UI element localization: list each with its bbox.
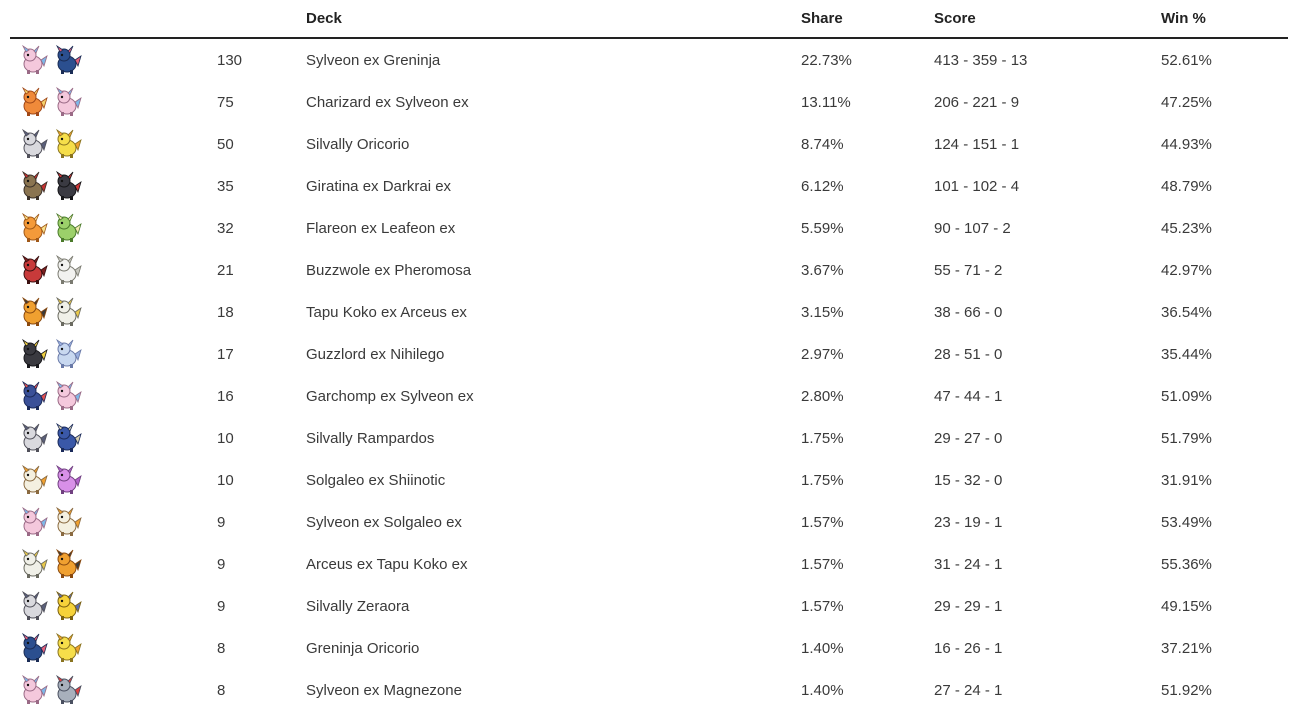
table-row[interactable] [10, 81, 1288, 123]
rampardos-icon [51, 422, 83, 454]
magnezone-icon [51, 674, 83, 706]
deck-win-rate: 48.79% [1161, 177, 1212, 195]
table-row[interactable] [10, 501, 1288, 543]
header-score[interactable]: Score [934, 0, 1161, 38]
arceus-icon [17, 548, 49, 580]
deck-share: 1.57% [801, 597, 844, 615]
deck-score: 206 - 221 - 9 [934, 93, 1020, 111]
deck-icons-cell [10, 333, 217, 375]
deck-icons-cell [10, 207, 217, 249]
deck-name[interactable]: Garchomp ex Sylveon ex [306, 387, 474, 405]
deck-count: 16 [217, 387, 234, 405]
deck-score: 55 - 71 - 2 [934, 261, 1003, 279]
deck-icons [10, 170, 217, 202]
deck-win-rate: 47.25% [1161, 93, 1212, 111]
leafeon-icon [51, 212, 83, 244]
deck-icons [10, 212, 217, 244]
deck-count: 10 [217, 429, 234, 447]
table-row[interactable] [10, 585, 1288, 627]
giratina-icon [17, 170, 49, 202]
deck-share: 1.75% [801, 471, 844, 489]
table-row[interactable] [10, 375, 1288, 417]
deck-win-rate: 51.09% [1161, 387, 1212, 405]
deck-score: 38 - 66 - 0 [934, 303, 1003, 321]
deck-name[interactable]: Silvally Rampardos [306, 429, 435, 447]
table-row[interactable] [10, 543, 1288, 585]
deck-share: 1.40% [801, 639, 844, 657]
deck-icons [10, 464, 217, 496]
deck-name[interactable]: Silvally Zeraora [306, 597, 410, 615]
silvally-icon [17, 422, 49, 454]
darkrai-icon [51, 170, 83, 202]
table-body [10, 38, 1288, 711]
deck-stats-table-container [10, 0, 1288, 711]
deck-share: 3.15% [801, 303, 844, 321]
deck-count: 35 [217, 177, 234, 195]
deck-icons [10, 296, 217, 328]
deck-icons-cell [10, 81, 217, 123]
deck-count: 32 [217, 219, 234, 237]
deck-name[interactable]: Guzzlord ex Nihilego [306, 345, 445, 363]
deck-score: 413 - 359 - 13 [934, 51, 1028, 69]
deck-name[interactable]: Giratina ex Darkrai ex [306, 177, 452, 195]
deck-win-rate: 45.23% [1161, 219, 1212, 237]
header-win[interactable]: Win % [1161, 0, 1288, 38]
deck-score: 16 - 26 - 1 [934, 639, 1003, 657]
greninja-icon [17, 632, 49, 664]
table-row[interactable] [10, 627, 1288, 669]
garchomp-icon [17, 380, 49, 412]
deck-icons [10, 254, 217, 286]
deck-win-rate: 36.54% [1161, 303, 1212, 321]
tapu-koko-icon [51, 548, 83, 580]
solgaleo-icon [51, 506, 83, 538]
deck-win-rate: 37.21% [1161, 639, 1212, 657]
deck-score: 31 - 24 - 1 [934, 555, 1003, 573]
deck-icons-cell [10, 417, 217, 459]
zeraora-icon [51, 590, 83, 622]
table-row[interactable] [10, 669, 1288, 711]
table-row[interactable] [10, 207, 1288, 249]
deck-score: 29 - 27 - 0 [934, 429, 1003, 447]
sylveon-icon [17, 506, 49, 538]
deck-icons-cell [10, 627, 217, 669]
pheromosa-icon [51, 254, 83, 286]
oricorio-icon [51, 128, 83, 160]
oricorio-icon [51, 632, 83, 664]
deck-icons [10, 674, 217, 706]
deck-score: 28 - 51 - 0 [934, 345, 1003, 363]
deck-score: 27 - 24 - 1 [934, 681, 1003, 699]
deck-win-rate: 55.36% [1161, 555, 1212, 573]
greninja-icon [51, 44, 83, 76]
deck-share: 6.12% [801, 177, 844, 195]
deck-count: 9 [217, 597, 226, 615]
deck-icons-cell [10, 669, 217, 711]
deck-icons-cell [10, 543, 217, 585]
sylveon-icon [51, 380, 83, 412]
deck-icons-cell [10, 459, 217, 501]
arceus-icon [51, 296, 83, 328]
header-deck[interactable]: Deck [306, 0, 801, 38]
deck-name[interactable]: Tapu Koko ex Arceus ex [306, 303, 467, 321]
deck-score: 90 - 107 - 2 [934, 219, 1011, 237]
sylveon-icon [17, 44, 49, 76]
silvally-icon [17, 128, 49, 160]
deck-icons [10, 548, 217, 580]
deck-win-rate: 51.79% [1161, 429, 1212, 447]
table-row[interactable] [10, 123, 1288, 165]
deck-name[interactable]: Flareon ex Leafeon ex [306, 219, 456, 237]
deck-share: 2.97% [801, 345, 844, 363]
deck-win-rate: 52.61% [1161, 51, 1212, 69]
table-row[interactable] [10, 459, 1288, 501]
deck-win-rate: 53.49% [1161, 513, 1212, 531]
deck-count: 18 [217, 303, 234, 321]
header-icons [10, 0, 217, 38]
guzzlord-icon [17, 338, 49, 370]
deck-icons [10, 86, 217, 118]
deck-icons-cell [10, 375, 217, 417]
deck-icons-cell [10, 585, 217, 627]
deck-icons [10, 590, 217, 622]
deck-share: 1.40% [801, 681, 844, 699]
deck-icons [10, 506, 217, 538]
header-count [217, 0, 306, 38]
table-row[interactable] [10, 38, 1288, 81]
deck-icons-cell [10, 123, 217, 165]
table-row[interactable] [10, 291, 1288, 333]
deck-name[interactable]: Buzzwole ex Pheromosa [306, 261, 472, 279]
deck-count: 21 [217, 261, 234, 279]
deck-count: 17 [217, 345, 234, 363]
deck-icons [10, 44, 217, 76]
deck-score: 101 - 102 - 4 [934, 177, 1020, 195]
deck-share: 2.80% [801, 387, 844, 405]
deck-name[interactable]: Solgaleo ex Shiinotic [306, 471, 446, 489]
deck-icons [10, 338, 217, 370]
deck-name[interactable]: Arceus ex Tapu Koko ex [306, 555, 468, 573]
sylveon-icon [51, 86, 83, 118]
deck-share: 8.74% [801, 135, 844, 153]
deck-win-rate: 42.97% [1161, 261, 1212, 279]
nihilego-icon [51, 338, 83, 370]
deck-count: 9 [217, 513, 226, 531]
deck-share: 5.59% [801, 219, 844, 237]
deck-name[interactable]: Sylveon ex Magnezone [306, 681, 462, 699]
deck-name[interactable]: Greninja Oricorio [306, 639, 420, 657]
deck-share: 13.11% [801, 93, 851, 111]
deck-icons-cell [10, 249, 217, 291]
deck-count: 8 [217, 639, 226, 657]
deck-win-rate: 51.92% [1161, 681, 1212, 699]
shiinotic-icon [51, 464, 83, 496]
deck-win-rate: 31.91% [1161, 471, 1212, 489]
deck-count: 50 [217, 135, 234, 153]
tapu-koko-icon [17, 296, 49, 328]
deck-icons [10, 632, 217, 664]
deck-count: 130 [217, 51, 243, 69]
deck-share: 1.57% [801, 555, 844, 573]
table-row[interactable] [10, 165, 1288, 207]
deck-stats-table [10, 0, 1288, 711]
deck-win-rate: 49.15% [1161, 597, 1212, 615]
charizard-icon [17, 86, 49, 118]
silvally-icon [17, 590, 49, 622]
deck-score: 29 - 29 - 1 [934, 597, 1003, 615]
flareon-icon [17, 212, 49, 244]
deck-count: 8 [217, 681, 226, 699]
deck-win-rate: 35.44% [1161, 345, 1212, 363]
table-row[interactable] [10, 417, 1288, 459]
deck-win-rate: 44.93% [1161, 135, 1212, 153]
deck-icons-cell [10, 291, 217, 333]
deck-score: 23 - 19 - 1 [934, 513, 1003, 531]
solgaleo-icon [17, 464, 49, 496]
deck-share: 1.75% [801, 429, 844, 447]
table-row[interactable] [10, 249, 1288, 291]
header-row [10, 0, 1288, 38]
deck-icons [10, 422, 217, 454]
deck-name[interactable]: Silvally Oricorio [306, 135, 410, 153]
deck-icons [10, 128, 217, 160]
header-share[interactable]: Share [801, 0, 934, 38]
deck-name[interactable]: Charizard ex Sylveon ex [306, 93, 469, 111]
deck-icons [10, 380, 217, 412]
deck-count: 9 [217, 555, 226, 573]
deck-icons-cell [10, 165, 217, 207]
deck-name[interactable]: Sylveon ex Greninja [306, 51, 441, 69]
deck-count: 75 [217, 93, 234, 111]
deck-score: 15 - 32 - 0 [934, 471, 1003, 489]
deck-share: 1.57% [801, 513, 844, 531]
deck-share: 22.73% [801, 51, 852, 69]
deck-score: 47 - 44 - 1 [934, 387, 1003, 405]
table-header [10, 0, 1288, 38]
deck-name[interactable]: Sylveon ex Solgaleo ex [306, 513, 462, 531]
deck-count: 10 [217, 471, 234, 489]
deck-icons-cell [10, 501, 217, 543]
table-row[interactable] [10, 333, 1288, 375]
deck-icons-cell [10, 38, 217, 81]
deck-share: 3.67% [801, 261, 844, 279]
buzzwole-icon [17, 254, 49, 286]
sylveon-icon [17, 674, 49, 706]
deck-score: 124 - 151 - 1 [934, 135, 1020, 153]
